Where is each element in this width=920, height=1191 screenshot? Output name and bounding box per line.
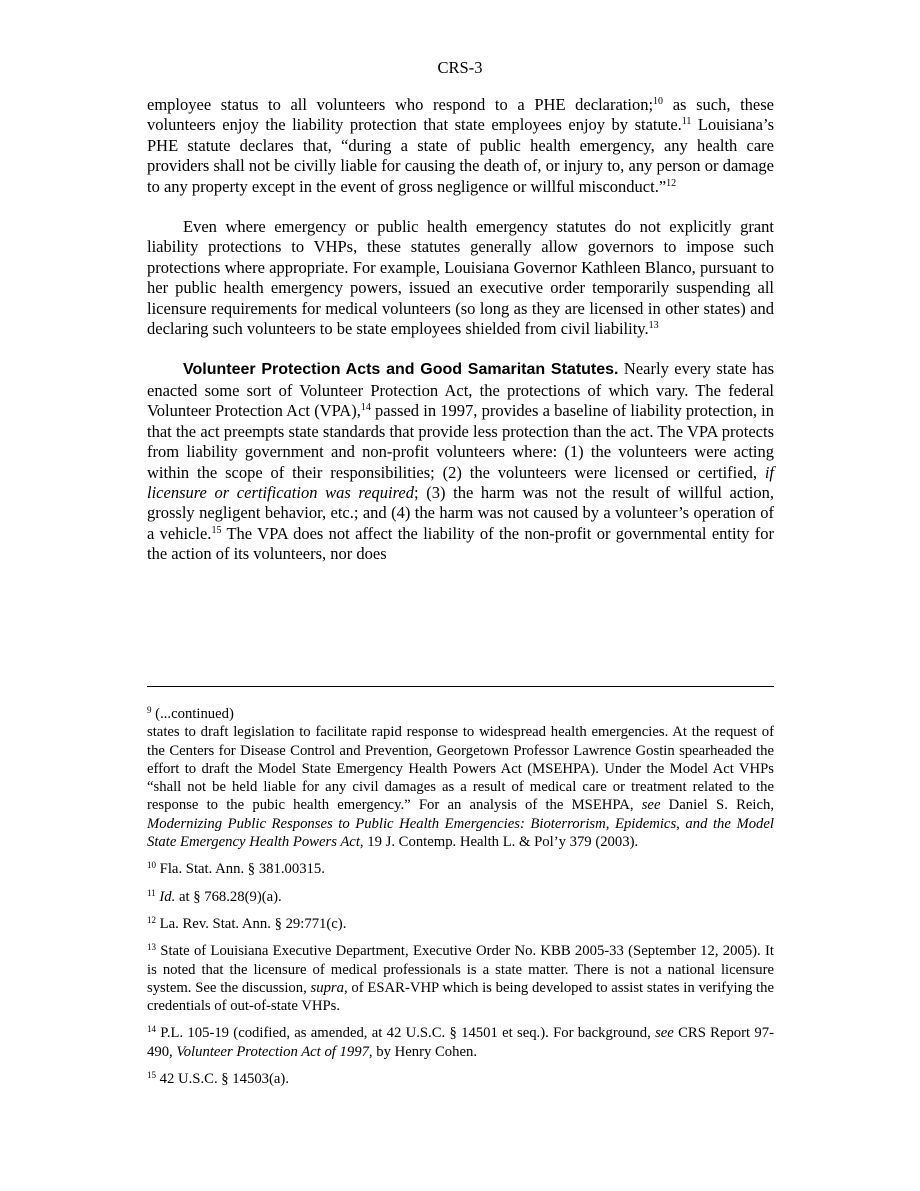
text: as such, these volunteers enjoy the liability protection that state employees enjoy by statute. [147, 95, 774, 135]
text: Nearly every state has enacted some sort of Volunteer Protection Act, the protections of which vary. The federal Volunteer Protection Act (VPA), [147, 359, 775, 421]
text: employee status to all volunteers who respond to a PHE declaration; [147, 95, 654, 114]
footnote-number: 11 [147, 887, 156, 898]
footnote-ref-13[interactable]: 13 [648, 320, 659, 332]
italic-text: see [641, 797, 661, 814]
footnote-9-text [147, 723, 774, 851]
footnote-number: 9 [147, 705, 152, 715]
footnote-ref-10[interactable]: 10 [653, 96, 664, 107]
footnote-number: 12 [147, 914, 156, 925]
text: State of Louisiana Executive Department, Executive Order No. KBB 2005-33 (September 12, 2005). It is noted that the licensure of medical professionals is a state matter. There is not a national licensure system. See the discussion, [147, 943, 774, 996]
text: at § 768.28(9)(a). [175, 888, 282, 905]
text: , by Henry Cohen. [368, 1043, 478, 1060]
text: 42 U.S.C. § 14503(a). [156, 1071, 289, 1088]
footnote-13 [147, 942, 774, 1015]
text: , 19 J. Contemp. Health L. & Pol’y 379 (2003). [359, 834, 639, 851]
footnote-number: 15 [147, 1070, 156, 1081]
footnote-ref-14[interactable]: 14 [360, 402, 371, 414]
text: CRS Report 97-490, [147, 1025, 774, 1060]
text: states to draft legislation to facilitate rapid response to widespread health emergencies. At the request of the Centers for Disease Control and Prevention, Georgetown Professor Lawrence Gostin spearheaded the effort to draft the Model State Emergency Health Powers Act (MSEHPA). Under the Model Act VHPs “shall not be held liable for any civil damages as a result of medical care or treatment related to the response to the pubic health emergency.” For an analysis of the MSEHPA, [147, 724, 774, 814]
italic-text: Id. [159, 888, 176, 905]
text: La. Rev. Stat. Ann. § 29:771(c). [156, 915, 347, 932]
footnote-number: 10 [147, 860, 156, 871]
text: Daniel S. Reich, [660, 797, 774, 814]
text: (...continued) [151, 706, 234, 722]
footnote-separator [147, 686, 774, 687]
footnote-11 [147, 888, 774, 906]
footnote-12 [147, 915, 774, 933]
body-text [147, 95, 774, 565]
text: ; (3) the harm was not the result of willful action, grossly negligent behavior, etc.; and (4) the harm was not caused by a volunteer’s operation of a vehicle. [147, 482, 774, 543]
italic-text: see [655, 1025, 674, 1042]
text: P.L. 105-19 (codified, as amended, at 42 U.S.C. § 14501 et seq.). For background, [156, 1025, 656, 1042]
text: Even where emergency or public health emergency statutes do not explicitly grant liability protections to VHPs, these statutes generally allow governors to impose such protections where appropriate. For example, Louisiana Governor Kathleen Blanco, pursuant to her public health emergency powers, issued an executive order temporarily suspending all licensure requirements for medical volunteers (so long as they are licensed in other states) and declaring such volunteers to be state employees shielded from civil liability. [147, 217, 774, 339]
footnote-10 [147, 860, 774, 878]
footnote-15 [147, 1070, 774, 1088]
footnote-number: 14 [147, 1024, 156, 1035]
paragraph-phe-statute [147, 95, 774, 197]
footnotes [147, 705, 774, 1097]
text: passed in 1997, provides a baseline of liability protection, in that the act preempts state standards that provide less protection than the act. The VPA protects from liability government and non-profit volunteers where: (1) the volunteers were acting within the scope of their responsibilities; (2) the volunteers were licensed or certified, [147, 401, 774, 482]
footnote-ref-11[interactable]: 11 [681, 116, 692, 128]
paragraph-volunteer-protection [147, 359, 774, 564]
italic-text: supra [310, 979, 344, 996]
footnote-ref-12[interactable]: 12 [666, 177, 677, 189]
footnote-number: 13 [147, 942, 156, 953]
text: The VPA does not affect the liability of the non-profit or governmental entity for the action of its volunteers, nor does [147, 523, 774, 564]
text: Louisiana’s PHE statute declares that, “during a state of public health emergency, any health care providers shall not be civilly liable for causing the death of, or injury to, any person or damage to any property except in the event of gross negligence or willful misconduct.” [147, 115, 774, 196]
italic-text: Volunteer Protection Act of 1997 [176, 1043, 369, 1060]
footnote-9 [147, 705, 774, 851]
italic-text: Modernizing Public Responses to Public Health Emergencies: Bioterrorism, Epidemics, and the Model State Emergency Health Powers Act [147, 815, 774, 851]
italic-text: if licensure or certification was required [147, 462, 774, 502]
footnote-ref-15[interactable]: 15 [211, 524, 222, 536]
footnote-continued-label [147, 705, 774, 723]
page-number: CRS-3 [437, 58, 483, 77]
paragraph-governor-powers [147, 217, 774, 339]
text: , of ESAR-VHP which is being developed to assist states in verifying the credentials of out-of-state VHPs. [147, 979, 774, 1015]
section-heading: Volunteer Protection Acts and Good Samaritan Statutes. [183, 361, 619, 379]
footnote-14 [147, 1024, 774, 1061]
text: Fla. Stat. Ann. § 381.00315. [156, 861, 325, 878]
